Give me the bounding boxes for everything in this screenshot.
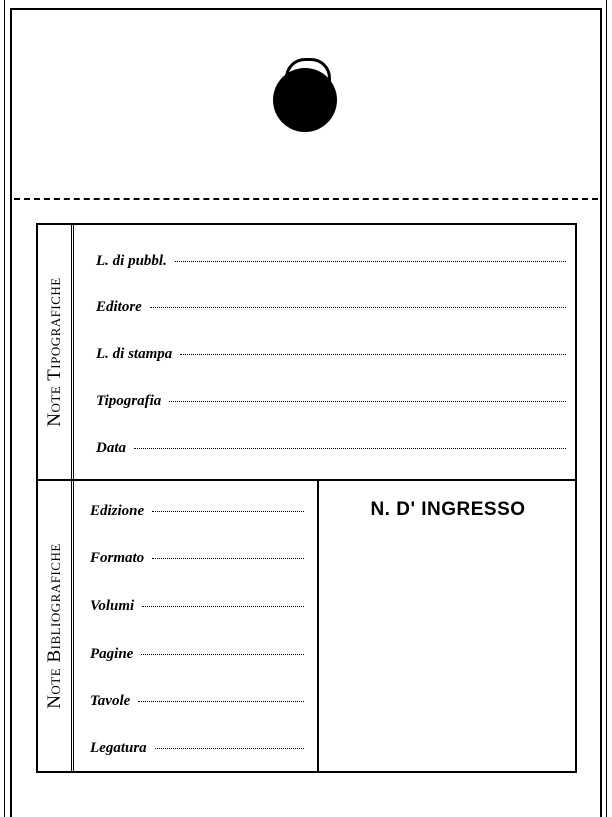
note-bibliografiche-band [38,481,74,771]
note-bibliografiche-heading: Note Bibliografiche [43,543,65,709]
note-tipografiche-section [38,225,575,481]
field-edizione[interactable] [90,503,304,520]
field-tipografia[interactable] [96,393,566,410]
field-tavole[interactable] [90,693,304,710]
field-label: Tipografia [96,393,162,409]
note-bibliografiche-section [38,481,575,771]
field-line [134,448,566,449]
perforation-line [14,198,598,200]
card-right-edge [606,0,607,817]
field-data[interactable] [96,440,566,457]
field-luogo-pubblicazione[interactable] [96,253,566,270]
field-line [155,748,304,749]
card-left-edge [4,0,5,817]
field-line [169,401,566,402]
field-label: L. di stampa [96,346,173,362]
field-formato[interactable] [90,550,304,567]
field-line [152,511,304,512]
section-divider [317,481,319,771]
field-label: Edizione [90,503,145,519]
field-line [150,307,566,308]
field-legatura[interactable] [90,740,304,757]
field-line [180,354,566,355]
record-form [36,223,577,773]
field-line [175,261,566,262]
field-luogo-stampa[interactable] [96,346,566,363]
field-label: Tavole [90,693,131,709]
field-label: L. di pubbl. [96,253,167,269]
note-tipografiche-heading: Note Tipografiche [43,277,65,427]
field-line [138,701,304,702]
field-label: Data [96,440,126,456]
field-line [142,606,304,607]
numero-ingresso-label: N. D' INGRESSO [370,499,526,520]
field-label: Pagine [90,646,134,662]
field-pagine[interactable] [90,646,304,663]
note-tipografiche-band [38,225,74,479]
punch-hole [273,68,337,132]
field-line [152,558,304,559]
field-line [141,654,304,655]
field-label: Volumi [90,598,135,614]
field-volumi[interactable] [90,598,304,615]
field-label: Formato [90,550,145,566]
field-editore[interactable] [96,299,566,316]
field-label: Editore [96,299,142,315]
field-label: Legatura [90,740,147,756]
